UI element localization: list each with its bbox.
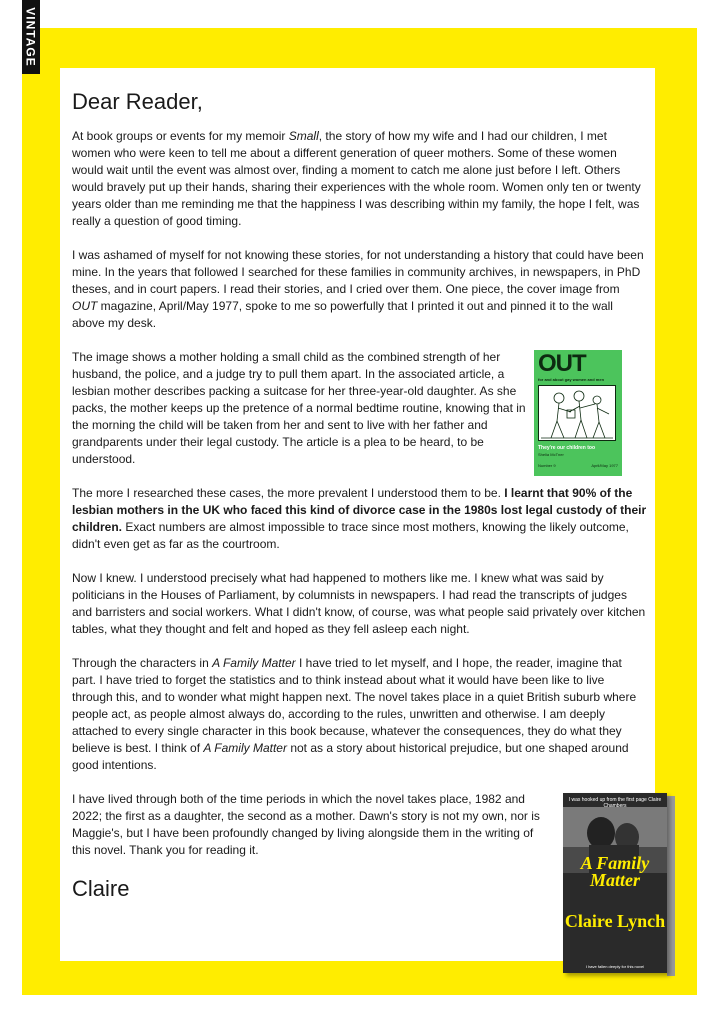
p6-text: Through the characters in xyxy=(72,656,213,670)
p2-text: I was ashamed of myself for not knowing these stories, for not understanding a history that could have been mine. In the years that followed I searched for these families in community archives, in newspapers, in PhD theses, and in court papers. I read their stories, and I cried over them. One piece, the cover image from xyxy=(72,248,644,296)
p6-text-3: not as a story about historical prejudice, but one shaped around good intentions. xyxy=(72,741,629,772)
publisher-logo-text: VINTAGE xyxy=(24,7,39,67)
magazine-headline: They're our children too xyxy=(538,445,596,451)
p4-text-2: Exact numbers are almost impossible to trace since most mothers, knowing the likely outcome, didn't even get as far as the courtroom. xyxy=(72,520,629,551)
magazine-tagline: for and about gay women and men xyxy=(538,377,605,382)
magazine-illustration xyxy=(538,385,616,441)
signoff: Claire xyxy=(72,876,130,901)
magazine-author: Shelia McTner xyxy=(538,452,564,457)
book-front-cover xyxy=(563,793,667,973)
p2-text-2: magazine, April/May 1977, spoke to me so powerfully that I printed it out and pinned it to the wall above my desk. xyxy=(72,299,613,330)
p6-title: A Family Matter xyxy=(212,656,296,670)
paragraph-7: I have lived through both of the time periods in which the novel takes place, 1982 and 2022; the first as a daughter, the second as a mother. Dawn's story is not my own, nor is Maggie's, but I have been profoundly changed by living alongside them in the writing of this novel. Thank you for reading it. xyxy=(72,792,540,857)
book-spine xyxy=(667,796,675,976)
p4-text: The more I researched these cases, the more prevalent I understood them to be. xyxy=(72,486,505,500)
book-title: A Family Matter xyxy=(580,853,650,890)
p2-title-out: OUT xyxy=(72,299,98,313)
greeting: Dear Reader, xyxy=(72,89,203,114)
p6-text-2: I have tried to let myself, and I hope, the reader, imagine that part. I have tried to forget the statistics and to think instead about what it would have been like to live through this, and to wonder what might happen next. The novel takes place in a quiet British suburb where people act, as people almost always do, according to the rules, unwritten and otherwise. I am deeply attached to every single character in this book because, whatever the consequences, they do what they believe is best. I think of xyxy=(72,656,637,755)
paragraph-6 xyxy=(72,655,648,774)
magazine-date: April/May 1977 xyxy=(591,463,618,468)
p1-text: At book groups or events for my memoir xyxy=(72,129,289,143)
paragraph-1 xyxy=(72,128,648,230)
letter-body xyxy=(72,88,648,902)
magazine-title: OUT xyxy=(538,350,586,377)
book-quote: I was hooked up from the first page Claire Chambers xyxy=(568,797,662,809)
p1-text-2: , the story of how my wife and I had our children, I met women who were keen to tell me about a different generation of queer mothers. Some of these women would wait until the event was almost over, finding a moment to catch me alone just before I left. Others would bravely put up their hands, sharing their experiences with the whole room. Women only ten or twenty years older than me reminding me that the happiness I was describing within my family, the hope I felt, was really a question of good timing. xyxy=(72,129,641,228)
magazine-cover-image xyxy=(534,350,622,476)
magazine-number: Number 9 xyxy=(538,463,556,468)
magazine-footer xyxy=(538,463,618,468)
publisher-logo xyxy=(22,0,40,74)
book-author: Claire Lynch xyxy=(564,911,666,931)
paragraph-5: Now I knew. I understood precisely what had happened to mothers like me. I knew what was said by politicians in the Houses of Parliament, by columnists in newspapers. I had read the transcripts of judges and barristers and social workers. What I didn't know, of course, was what people said privately over kitchen tables, what they thought and felt and hoped as they fell asleep each night. xyxy=(72,571,646,636)
p1-title-small: Small xyxy=(288,129,319,143)
paragraph-4 xyxy=(72,485,648,553)
illustration-sketch-icon xyxy=(539,386,615,440)
book-footer: I have fallen deeply for this novel xyxy=(585,964,645,969)
p6-title-2: A Family Matter xyxy=(203,741,287,755)
p4-statistic: I learnt that 90% of the lesbian mothers in the UK who faced this kind of divorce case in the 1980s lost legal custody of their children. xyxy=(72,486,647,534)
paragraph-2 xyxy=(72,247,648,332)
paragraph-3: The image shows a mother holding a small child as the combined strength of her husband, the police, and a judge try to pull them apart. In the associated article, a lesbian mother describes packing a suitcase for her three-year-old daughter. As she packs, the mother keeps up the pretence of a normal bedtime routine, knowing that in the morning the child will be taken from her and sent to live with her father and grandparents under their legal custody. The article is a plea to be heard, to be understood. xyxy=(72,350,526,466)
book-cover-image xyxy=(563,793,677,979)
